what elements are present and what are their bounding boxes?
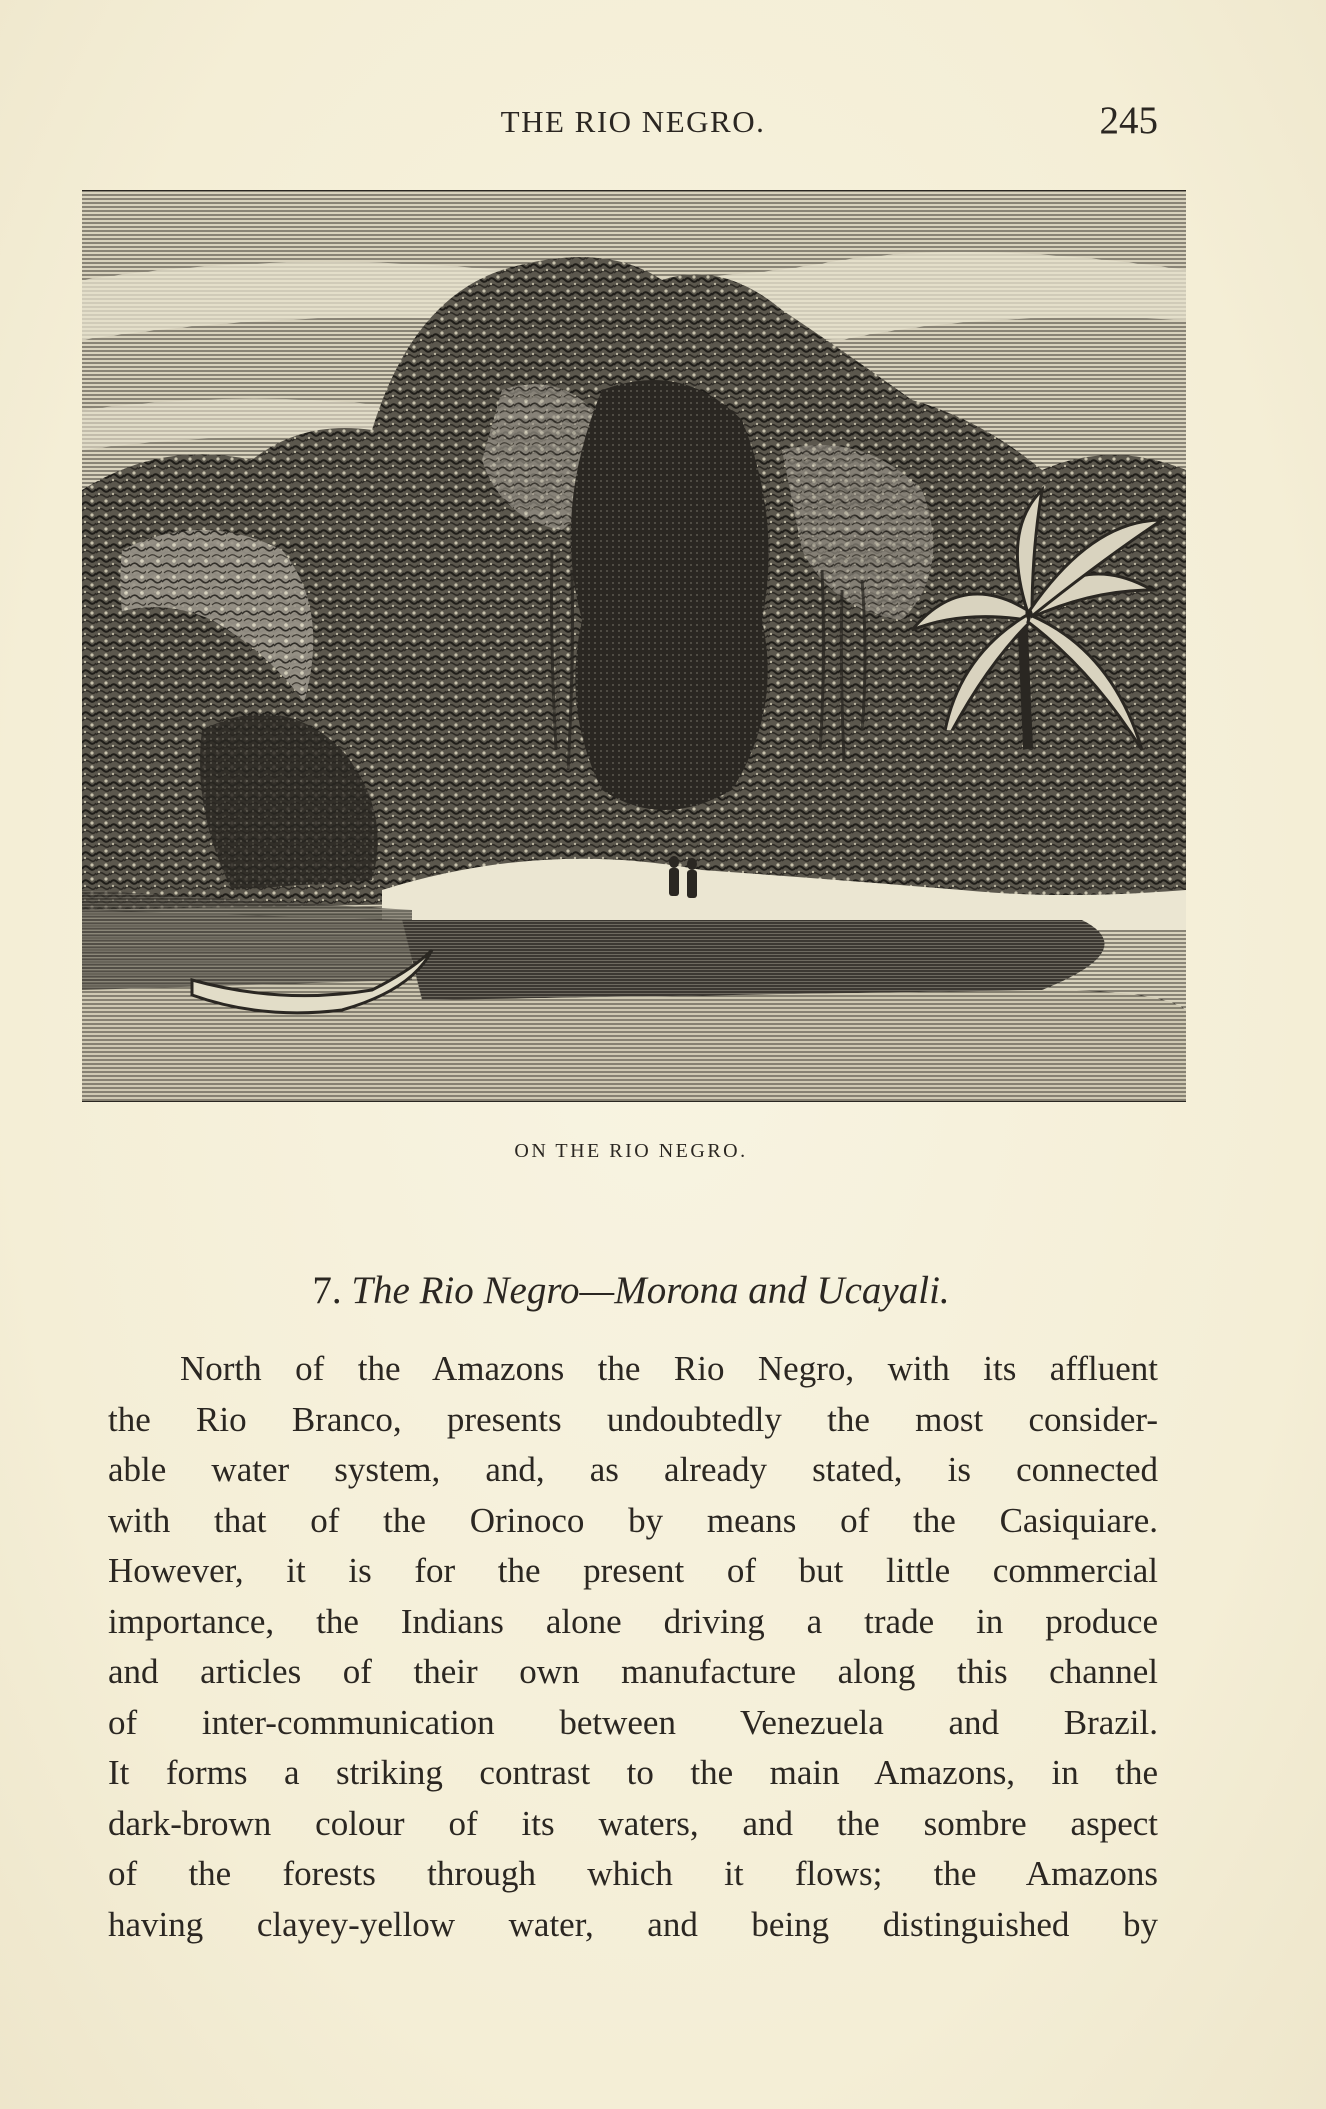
illustration-caption: ON THE RIO NEGRO. — [514, 1140, 748, 1162]
section-title: The Rio Negro—Morona and Ucayali. — [351, 1269, 950, 1312]
text-line: It forms a striking contrast to the main Amazons, in the — [108, 1753, 1158, 1792]
text-line: able water system, and, as already stated, is connected — [108, 1450, 1158, 1489]
text-line: with that of the Orinoco by means of the Casiquiare. — [108, 1500, 1158, 1540]
running-head — [108, 98, 1158, 148]
text-line: However, it is for the present of but little commercial — [108, 1551, 1158, 1590]
text-line: importance, the Indians alone driving a trade in produce — [108, 1601, 1158, 1641]
text-line: dark-brown colour of its waters, and the sombre aspect — [108, 1803, 1158, 1843]
text-line: having clayey-yellow water, and being distinguished by — [108, 1904, 1158, 1944]
text-line: and articles of their own manufacture along this channel — [108, 1652, 1158, 1691]
engraving-illustration — [82, 190, 1186, 1102]
text-line: of the forests through which it flows; the Amazons — [108, 1854, 1158, 1893]
body-paragraph — [108, 1344, 1158, 1950]
section-heading — [0, 1268, 1262, 1313]
text-line: North of the Amazons the Rio Negro, with its affluent — [180, 1349, 1158, 1388]
text-line: of inter-communication between Venezuela and Brazil. — [108, 1702, 1158, 1742]
rio-negro-engraving — [82, 190, 1186, 1102]
section-number: 7. — [312, 1269, 352, 1312]
running-title: THE RIO NEGRO. — [500, 104, 766, 139]
text-line: the Rio Branco, presents undoubtedly the most consider- — [108, 1399, 1158, 1439]
page-number: 245 — [1099, 99, 1158, 142]
